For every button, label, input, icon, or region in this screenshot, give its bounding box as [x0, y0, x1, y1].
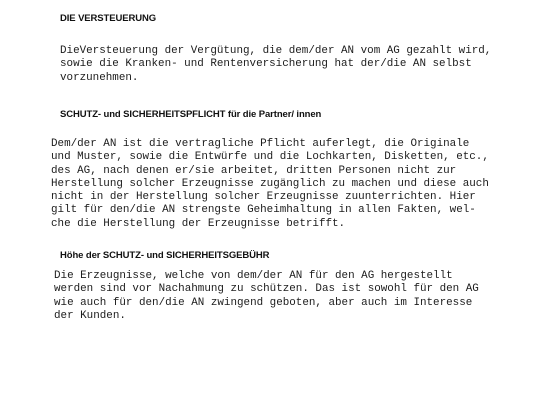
paragraph-line: und Muster, sowie die Entwürfe und die Lochkarten, Disketten, etc., [51, 151, 489, 164]
paragraph-protection-duty [51, 138, 489, 231]
paragraph-line: des AG, nach denen er/sie arbeitet, dritten Personen nicht zur [51, 164, 457, 177]
paragraph-protection-fee [54, 270, 479, 323]
paragraph-line: Die Erzeugnisse, welche von dem/der AN für den AG hergestellt [54, 270, 453, 282]
paragraph-line: sowie die Kranken- und Rentenversicherung hat der/die AN selbst [60, 58, 472, 71]
section-heading-taxation: DIE VERSTEUERUNG [60, 13, 157, 24]
paragraph-line: nicht in der Herstellung solcher Erzeugnisse zuunterrichten. Hier [51, 191, 476, 204]
paragraph-line: DieVersteuerung der Vergütung, die dem/der AN vom AG gezahlt wird, [60, 45, 492, 57]
paragraph-taxation [60, 45, 491, 85]
paragraph-line: der Kunden. [54, 309, 126, 322]
paragraph-line: che die Herstellung der Erzeugnisse betrifft. [51, 217, 346, 230]
section-heading-protection-duty: SCHUTZ- und SICHERHEITSPFLICHT für die Partner/ innen [60, 109, 322, 120]
paragraph-line: Dem/der AN ist die vertragliche Pflicht auferlegt, die Originale [51, 138, 470, 150]
paragraph-line: vorzunehmen. [60, 71, 139, 84]
paragraph-line: Herstellung solcher Erzeugnisse zugänglich zu machen und diese auch [51, 177, 489, 190]
paragraph-line: gilt für den/die AN strengste Geheimhaltung in allen Fakten, wel- [51, 204, 476, 217]
paragraph-line: wie auch für den/die AN zwingend geboten, aber auch im Interesse [54, 296, 473, 309]
section-heading-protection-fee: Höhe der SCHUTZ- und SICHERHEITSGEBÜHR [60, 250, 270, 261]
paragraph-line: werden sind vor Nachahmung zu schützen. Das ist sowohl für den AG [54, 283, 479, 296]
